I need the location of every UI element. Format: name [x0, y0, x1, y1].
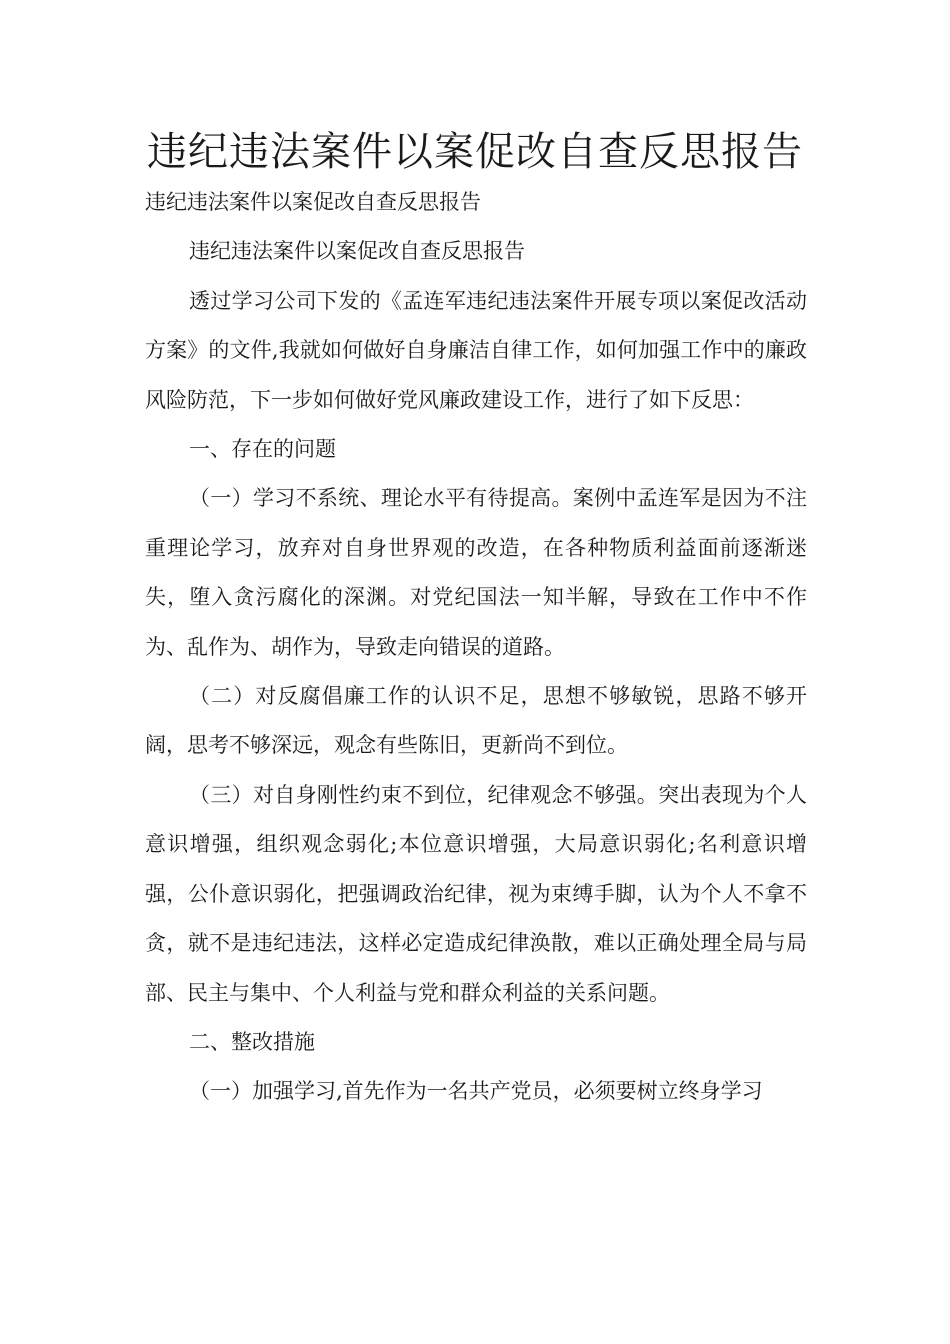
paragraph-intro: 透过学习公司下发的《孟连军违纪违法案件开展专项以案促改活动方案》的文件,我就如何做好自身廉洁自律工作，如何加强工作中的廉政风险防范，下一步如何做好党风廉政建设工作，进行了如下反思： — [145, 288, 807, 412]
paragraph-problem-1: （一）学习不系统、理论水平有待提高。案例中孟连军是因为不注重理论学习，放弃对自身世界观的改造，在各种物质利益面前逐渐迷失，堕入贪污腐化的深渊。对党纪国法一知半解，导致在工作中不作为、乱作为、胡作为，导致走向错误的道路。 — [145, 486, 807, 659]
paragraph-measure-1: （一）加强学习,首先作为一名共产党员，必须要树立终身学习 — [189, 1079, 763, 1104]
section-heading-problems: 一、存在的问题 — [189, 437, 336, 462]
paragraph-heading: 违纪违法案件以案促改自查反思报告 — [189, 239, 525, 264]
paragraph-problem-2: （二）对反腐倡廉工作的认识不足，思想不够敏锐，思路不够开阔，思考不够深远，观念有些陈旧，更新尚不到位。 — [145, 684, 807, 758]
section-heading-measures: 二、整改措施 — [189, 1029, 315, 1054]
document-subtitle: 违纪违法案件以案促改自查反思报告 — [145, 190, 481, 214]
document-body — [145, 178, 807, 1117]
document-title: 违纪违法案件以案促改自查反思报告 — [147, 129, 803, 175]
paragraph-problem-3: （三）对自身刚性约束不到位，纪律观念不够强。突出表现为个人意识增强，组织观念弱化;本位意识增强，大局意识弱化;名利意识增强，公仆意识弱化，把强调政治纪律，视为束缚手脚，认为个人不拿不贪，就不是违纪违法，这样必定造成纪律涣散，难以正确处理全局与局部、民主与集中、个人利益与党和群众利益的关系问题。 — [145, 782, 807, 1005]
